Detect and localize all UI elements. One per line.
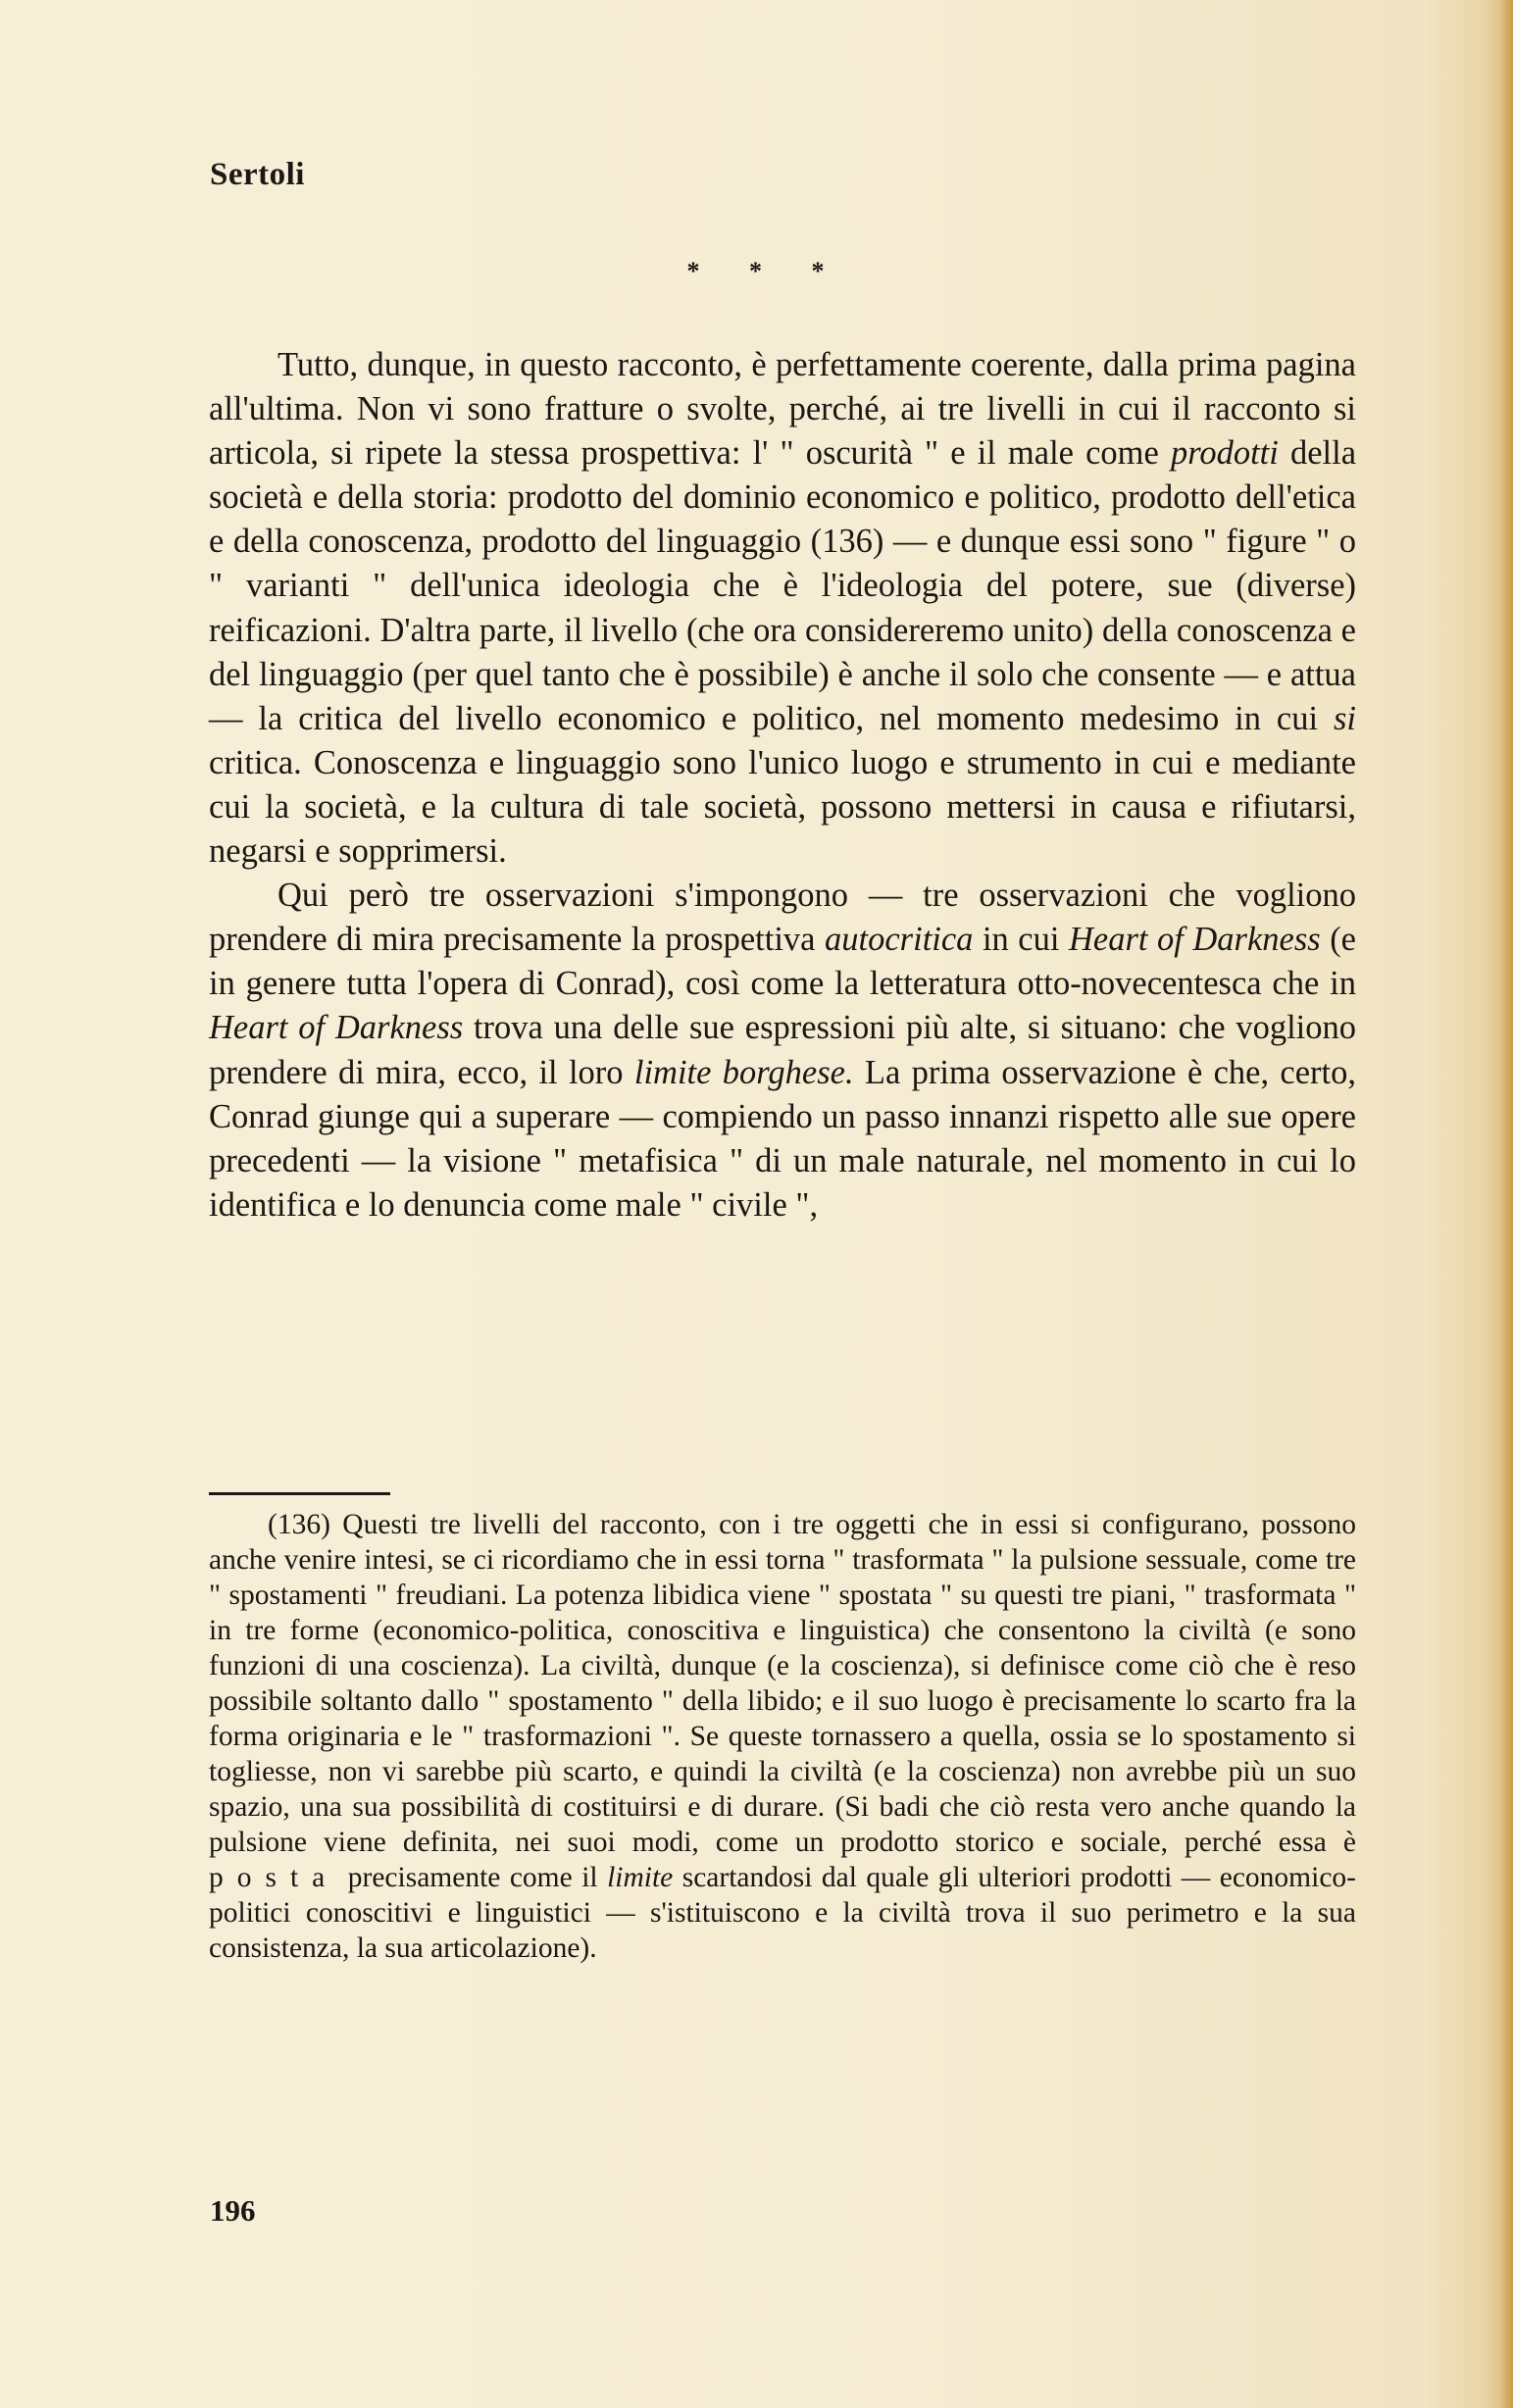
running-head: Sertoli [210,157,305,192]
spaced-emphasis: posta [209,1862,339,1893]
italic-run: limite borghese. [633,1053,854,1091]
text-run: della società e della storia: prodotto del dominio economico e politico, prodotto dell'etica e della conoscenza, prodotto del linguaggio (136) — e dunque essi sono " figure " o " varianti " dell'unica ideologia che è l'ideologia del potere, sue (diverse) reificazioni. D'altra parte, il livello (che ora considereremo unito) della conoscenza e del linguaggio (per quel tanto che è possibile) è anche il solo che consente — e attua — la critica del livello economico e politico, nel momento medesimo in cui [209,434,1357,737]
text-run: La prima osservazione è che, certo, Conrad giunge qui a superare — compiendo un passo innanzi rispetto alle sue opere precedenti — la visione " metafisica " di un male naturale, nel momento in cui lo identifica e lo denuncia come male " civile ", [209,1053,1356,1224]
text-run: scartandosi dal quale gli ulteriori prodotti — economico-politici conoscitivi e linguistici — s'istituiscono e la civiltà trova il suo perimetro e la sua consistenza, la sua articolazione). [209,1862,1356,1964]
page-edge [1499,0,1513,2408]
page-number: 196 [210,2193,256,2228]
text-run: Qui però tre osservazioni s'impongono — tre osservazioni che vogliono prendere di mira precisamente la prospettiva [209,877,1356,959]
footnote-136 [209,1507,1356,1966]
text-run: precisamente come il [338,1862,608,1893]
paragraph-1 [209,343,1356,874]
italic-run: prodotti [1170,434,1279,473]
text-run: (e in genere tutta l'opera di Conrad), così come la letteratura otto-novecentesca che in [209,921,1356,1003]
italic-run: autocritica [825,921,974,959]
section-break-ornament: * * * [686,257,846,285]
footnote-paragraph [209,1507,1356,1966]
main-text [209,343,1356,1228]
footnote-rule [209,1492,390,1495]
text-run: in cui [973,921,1069,959]
italic-run: si [1333,699,1356,737]
text-run: Tutto, dunque, in questo racconto, è perfettamente coerente, dalla prima pagina all'ultima. Non vi sono fratture o svolte, perché, ai tre livelli in cui il racconto si articola, si ripete la stessa prospettiva: l' " oscurità " e il male come [209,346,1356,473]
italic-run: Heart of Darkness [1068,921,1321,959]
italic-run: Heart of Darkness [209,1009,464,1047]
text-run: trova una delle sue espressioni più alte, si situano: che vogliono prendere di mira, ecco, il loro [209,1009,1356,1091]
italic-run: limite [607,1862,674,1893]
text-run: (136) Questi tre livelli del racconto, con i tre oggetti che in essi si configurano, possono anche venire intesi, se ci ricordiamo che in essi torna " trasformata " la pulsione sessuale, come tre " spostamenti " freudiani. La potenza libidica viene " spostata " su questi tre piani, " trasformata " in tre forme (economico-politica, conoscitiva e linguistica) che consentono la civiltà (e sono funzioni di una coscienza). La civiltà, dunque (e la coscienza), si definisce come ciò che è reso possibile soltanto dallo " spostamento " della libido; e il suo luogo è precisamente lo scarto fra la forma originaria e le " trasformazioni ". Se queste tornassero a quella, ossia se lo spostamento si togliesse, non vi sarebbe più scarto, e quindi la civiltà (e la coscienza) non avrebbe più un suo spazio, una sua possibilità di costituirsi e di durare. (Si badi che ciò resta vero anche quando la pulsione viene definita, nei suoi modi, come un prodotto storico e sociale, perché essa è [209,1509,1356,1858]
paragraph-2 [209,874,1356,1228]
text-run: critica. Conoscenza e linguaggio sono l'unico luogo e strumento in cui e mediante cui la società, e la cultura di tale società, possono mettersi in causa e rifiutarsi, negarsi e sopprimersi. [209,743,1356,871]
